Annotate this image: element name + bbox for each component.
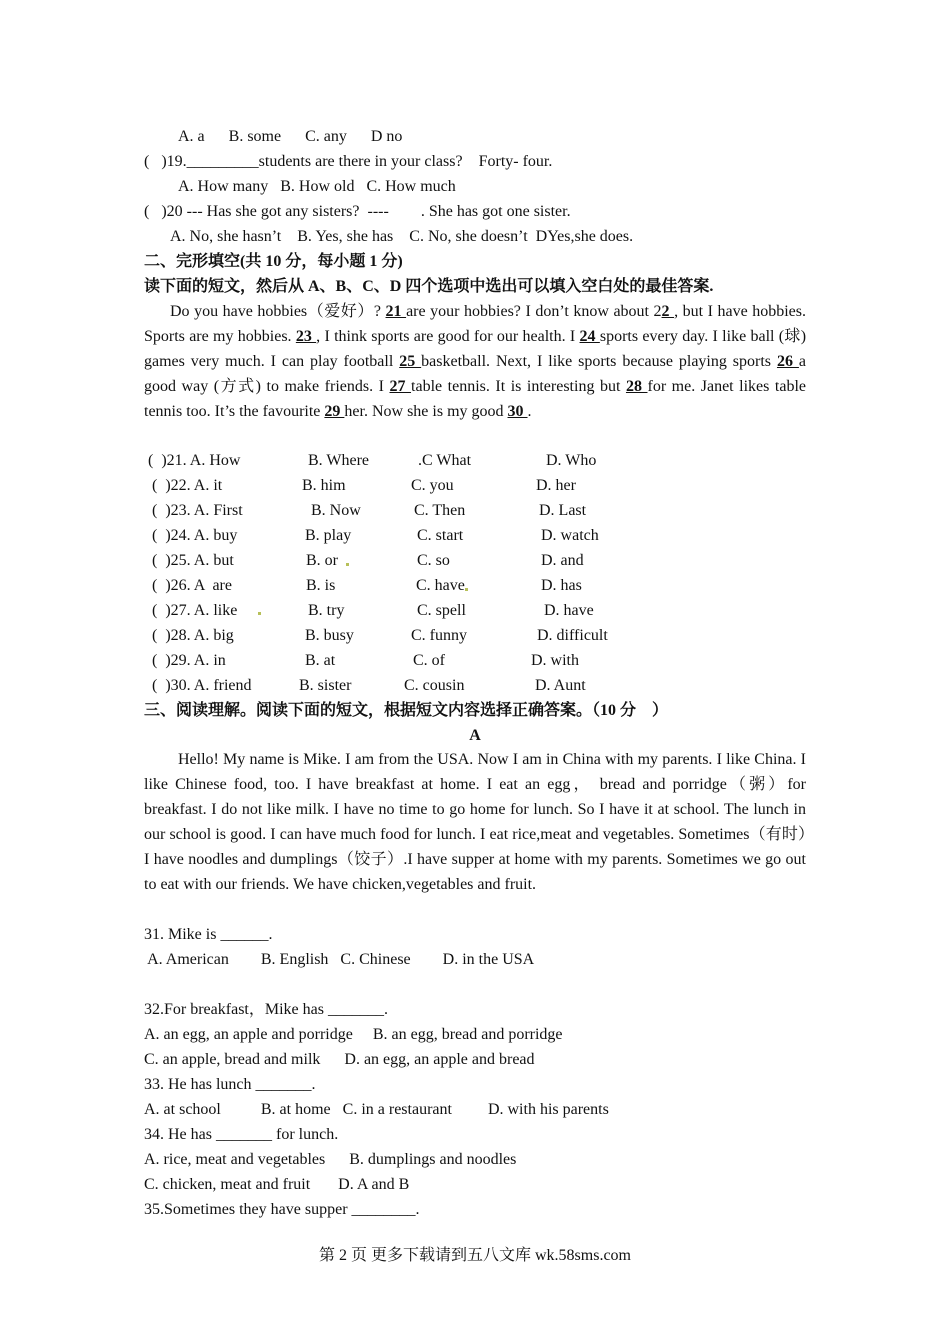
cloze-text: a good way (方式) to make friends. I — [144, 353, 807, 395]
option-num: ( )30. A. friend — [148, 677, 252, 694]
cloze-text: basketball. Next, I like sports because playing sports — [421, 353, 777, 370]
cloze-text: her. Now she is my good — [344, 403, 508, 420]
option-num: ( )24. A. buy — [148, 527, 238, 544]
option-b: B. Where — [308, 452, 370, 469]
q34-options-2: C. chicken, meat and fruit D. A and B — [144, 1176, 410, 1193]
cloze-text: , but I have hobbies. Sports are my hobbies. — [144, 303, 807, 345]
q32-options-1: A. an egg, an apple and porridge B. an egg, bread and porridge — [144, 1026, 563, 1043]
cloze-text: Do you have hobbies（爱好）? — [170, 303, 386, 320]
blank-24: 24 — [579, 328, 600, 345]
option-num: ( )25. A. but — [148, 552, 234, 569]
blank-26: 26 — [776, 353, 799, 370]
q19-question: ( )19._________students are there in your class? Forty- four. — [144, 153, 553, 170]
cloze-text: for me. Janet likes table tennis too. It’s the favourite — [144, 378, 806, 420]
q33-options: A. at school B. at home C. in a restaurant D. with his parents — [144, 1101, 609, 1118]
q34-question: 34. He has _______ for lunch. — [144, 1126, 339, 1143]
option-d: D. watch — [541, 527, 599, 544]
q32-options-2: C. an apple, bread and milk D. an egg, an apple and bread — [144, 1051, 535, 1068]
cloze-text: , I think sports are good for our health. I — [316, 328, 580, 345]
blank-27: 27 — [389, 378, 412, 395]
option-c: C. cousin — [404, 677, 465, 694]
option-c: .C What — [418, 452, 472, 469]
option-num: ( )29. A. in — [148, 652, 226, 669]
option-num: ( )21. A. How — [148, 452, 241, 469]
option-b: B. or — [306, 552, 338, 569]
q19-options: A. How many B. How old C. How much — [178, 178, 456, 195]
option-num: ( )23. A. First — [148, 502, 243, 519]
option-c: C. spell — [417, 602, 466, 619]
blank-28: 28 — [625, 378, 648, 395]
option-d: D. Last — [539, 502, 587, 519]
blank-25: 25 — [399, 353, 422, 370]
option-c: C. Then — [414, 502, 466, 519]
option-d: D. have — [544, 602, 594, 619]
option-d: D. and — [541, 552, 584, 569]
option-b: B. him — [302, 477, 346, 494]
scan-speck — [258, 612, 261, 615]
q31-question: 31. Mike is ______. — [144, 926, 273, 943]
option-c: C. so — [417, 552, 450, 569]
q34-options-1: A. rice, meat and vegetables B. dumplings and noodles — [144, 1151, 517, 1168]
q32-question: 32.For breakfast，Mike has _______. — [144, 1001, 388, 1018]
scan-speck — [465, 588, 468, 591]
option-d: D. Who — [546, 452, 597, 469]
passage-text: Hello! My name is Mike. I am from the USA. Now I am in China with my parents. I like China. I like Chinese food, too. I have breakfast at home. I eat an egg， bread and porridge（粥）for breakfast. I do not like milk. I have no time to go home for lunch. So I have it at school. The lunch in our school is good. I can have much food for lunch. I eat rice,meat and vegetables. Sometimes（有时）I have noodles and dumplings（饺子）.I have supper at home with my parents. Sometimes we go out to eat with our friends. We have chicken,vegetables and fruit. — [144, 751, 806, 893]
option-d: D. difficult — [537, 627, 608, 644]
option-num: ( )27. A. like — [148, 602, 238, 619]
option-num: ( )26. A are — [148, 577, 232, 594]
page-footer: 第 2 页 更多下载请到五八文库 wk.58sms.com — [318, 1247, 631, 1264]
option-b: B. Now — [311, 502, 361, 519]
section2-instruction: 读下面的短文，然后从 A、B、C、D 四个选项中选出可以填入空白处的最佳答案. — [144, 278, 714, 295]
blank-30: 30 — [507, 403, 528, 420]
section3-title: 三、阅读理解。阅读下面的短文，根据短文内容选择正确答案。（10 分 ） — [144, 702, 669, 719]
scan-speck — [346, 563, 349, 566]
cloze-text: are your hobbies? I don’t know about 2 — [406, 303, 662, 320]
blank-21: 21 — [385, 303, 407, 320]
option-b: B. try — [308, 602, 345, 619]
option-c: C. start — [417, 527, 464, 544]
q18-options: A. a B. some C. any D no — [178, 128, 403, 145]
q20-question: ( )20 --- Has she got any sisters? ---- . She has got one sister. — [144, 203, 571, 220]
option-c: C. you — [411, 477, 454, 494]
blank-23: 23 — [295, 328, 317, 345]
cloze-passage — [144, 299, 806, 424]
q35-question: 35.Sometimes they have supper ________. — [144, 1201, 420, 1218]
option-c: C. funny — [411, 627, 467, 644]
blank-22: 2 — [661, 303, 675, 320]
q33-question: 33. He has lunch _______. — [144, 1076, 316, 1093]
q20-options: A. No, she hasn’t B. Yes, she has C. No, she doesn’t DYes,she does. — [170, 228, 634, 245]
q31-options: A. American B. English C. Chinese D. in the USA — [144, 951, 535, 968]
option-b: B. at — [305, 652, 336, 669]
passage-label: A — [469, 727, 481, 744]
reading-passage — [144, 747, 806, 897]
option-d: D. Aunt — [535, 677, 586, 694]
option-b: B. play — [305, 527, 352, 544]
option-num: ( )22. A. it — [148, 477, 223, 494]
option-c: C. have — [416, 577, 465, 594]
option-b: B. sister — [299, 677, 352, 694]
cloze-text: . — [527, 403, 532, 420]
option-d: D. with — [531, 652, 579, 669]
cloze-text: sports every day. I like ball (球) games very much. I can play football — [144, 328, 807, 370]
option-c: C. of — [413, 652, 445, 669]
section2-title: 二、完形填空(共 10 分，每小题 1 分) — [144, 253, 403, 270]
option-d: D. has — [541, 577, 582, 594]
blank-29: 29 — [324, 403, 345, 420]
option-num: ( )28. A. big — [148, 627, 234, 644]
option-b: B. is — [306, 577, 336, 594]
cloze-text: table tennis. It is interesting but — [411, 378, 626, 395]
option-d: D. her — [536, 477, 576, 494]
option-b: B. busy — [305, 627, 354, 644]
